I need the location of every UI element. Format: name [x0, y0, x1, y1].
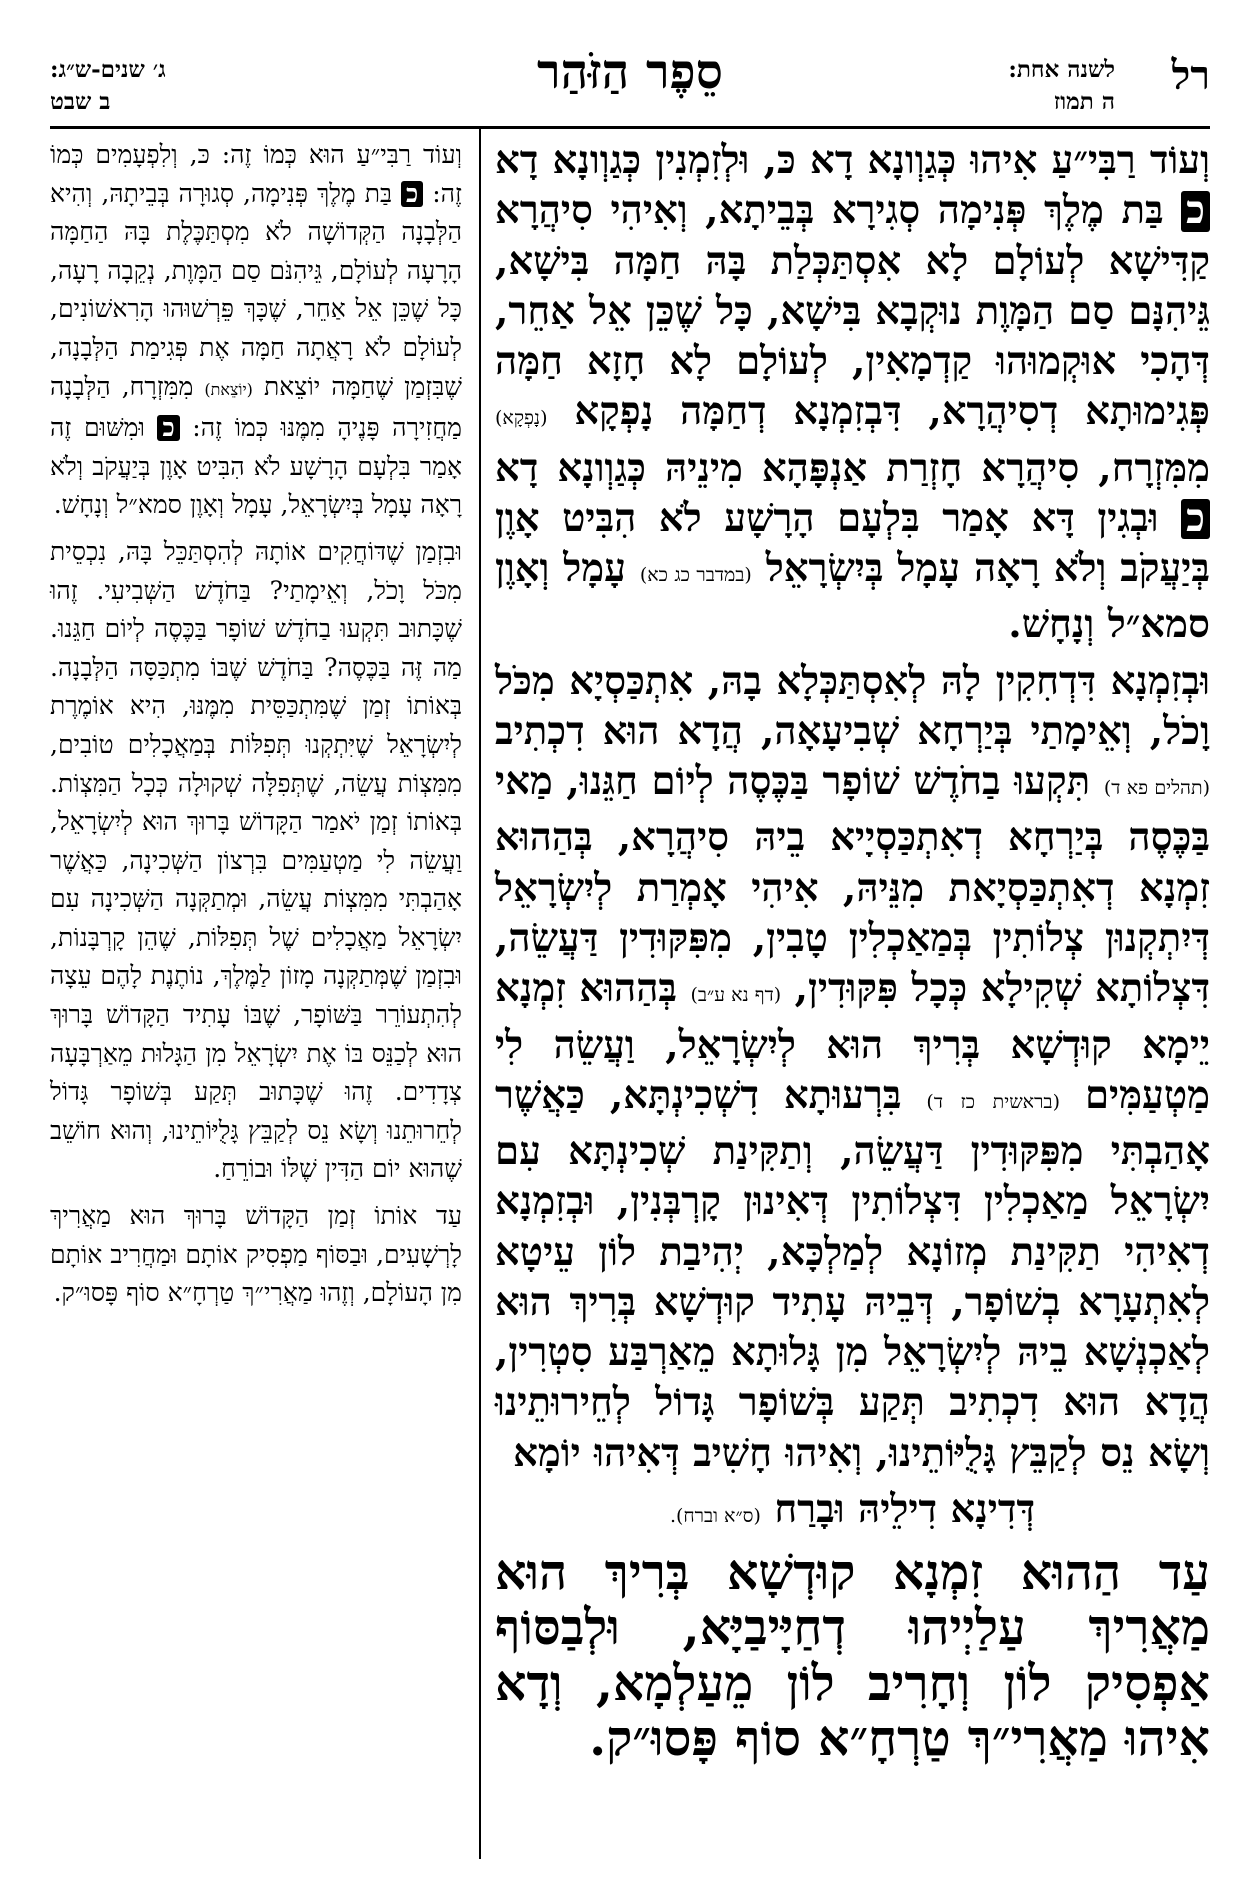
commentary-paragraph-3	[50, 1197, 462, 1313]
main-p1-c: מִמִּזְרָח, סִיהֲרָא חָזְרַת אַנְפָּהָא מִינֵיהּ כְּגַוְונָא דָא	[495, 445, 1210, 491]
main-paragraph-1	[495, 136, 1210, 651]
header-left-line2: ב שבט	[50, 88, 111, 115]
main-p2-b: תִּקְעוּ בַחֹדֶשׁ שׁוֹפָר בַּכֶּסֶה לְיוֹם חַגֵּנוּ, מַאי בַּכֶּסֶה בְּיַרְחָא דְאִתְכַּסְיָיא בֵיהּ סִיהֲרָא, בְּהַהוּא זִמְנָא דְאִתְכַּסְיָאת מִנֵּיהּ, אִיהִי אָמְרַת לְיִשְׂרָאֵל דְּיִתְקְנוּן צְלוֹתִין בְּמַאַכְלִין טָבִין, מִפִּקּוּדִין דַּעֲשֵׂה, דִּצְלוֹתָא שְׁקִילָא כְּכָל פִּקּוּדִין,	[495, 759, 1211, 1012]
page-number: רל	[1171, 52, 1210, 99]
main-p2-ref2: (דף נא ע״ב)	[690, 984, 782, 1007]
main-p2-ref3: (בראשית כז ד)	[926, 1090, 1060, 1113]
comm-p1-b: בַּת מֶלֶךְ פְּנִימָה, סְגוּרָה בְּבֵיתָהּ, וְהִיא הַלְּבָנָה הַקְּדוֹשָׁה לֹא מִסְתַּכֶּלֶת בָּהּ הַחַמָּה הָרָעָה לְעוֹלָם, גֵּיהִנֹּם סַם הַמָּוֶת, נְקֵבָה רָעָה, כָּל שֶׁכֵּן אֵל אַחֵר, שֶׁכָּךְ פֵּרְשׁוּהוּ הָרִאשׁוֹנִים, לְעוֹלָם לֹא רָאֲתָה חַמָּה אֶת פְּגִימַת הַלְּבָנָה, שֶׁבִּזְמַן שֶׁחַמָּה יוֹצֵאת	[50, 178, 462, 401]
header-date-left	[50, 54, 166, 118]
main-p1-ref1: (נָפְקָא)	[495, 407, 548, 430]
comm-p1-c: מִמִּזְרָח, הַלְּבָנָה מַחֲזִירָה פָּנֶיהָ מִמֶּנּוּ כְּמוֹ זֶה:	[50, 371, 462, 443]
comm-p1-a: וְעוֹד רַבִּי״עַ הוּא כְּמוֹ זֶה: כּ, וְלִפְעָמִים כְּמוֹ זֶה:	[50, 140, 462, 208]
letter-kaf-mark: כ	[1181, 191, 1210, 232]
comm-p1-ref1: (יוֹצֵאת)	[204, 379, 253, 399]
main-p2-c: בְּהַהוּא זִמְנָא יֵימָא קוּדְשָׁא בְּרִיךְ הוּא לְיִשְׂרָאֵל, וַעֲשֵׂה לִי מַטְעַמִּים	[495, 966, 1210, 1118]
page-title: סֵפֶר הַזֹּהַר	[537, 44, 723, 100]
commentary-paragraph-1	[50, 136, 462, 525]
main-p3-a: דְּדִינָא דִילֵיהּ וּבָרַח	[774, 1486, 1036, 1532]
comm-p2-a: וּבִזְמַן שֶׁדּוֹחֲקִים אוֹתָהּ לְהִסְתַּכֵּל בָּהּ, נִכְסֵית מִכֹּל וָכֹל, וְאֵימָתַי? בַּחֹדֶשׁ הַשְּׁבִיעִי. זֶהוּ שֶׁכָּתוּב תִּקְעוּ בַחֹדֶשׁ שׁוֹפָר בַּכֶּסֶה לְיוֹם חַגֵּנוּ. מַה זֶּה בַּכֶּסֶה? בַּחֹדֶשׁ שֶׁבּוֹ מִתְכַּסָּה הַלְּבָנָה. בְּאוֹתוֹ זְמַן שֶׁמִּתְכַּסֵּית מִמֶּנּוּ, הִיא אוֹמֶרֶת לְיִשְׂרָאֵל שֶׁיִּתְקְנוּ תְּפִלּוֹת בְּמַאֲכָלִים טוֹבִים, מִמִּצְוֹת עֲשֵׂה, שֶׁתְּפִלָּה שְׁקוּלָה כְּכָל הַמִּצְוֹת. בְּאוֹתוֹ זְמַן יֹאמַר הַקָּדוֹשׁ בָּרוּךְ הוּא לְיִשְׂרָאֵל, וַעֲשֵׂה לִי מַטְעַמִּים בִּרְצוֹן הַשְּׁכִינָה, כַּאֲשֶׁר אָהַבְתִּי מִמִּצְוֹת עֲשֵׂה, וּמְתַקְּנָה הַשְּׁכִינָה עִם יִשְׂרָאֵל מַאֲכָלִים שֶׁל תְּפִלּוֹת, שֶׁהֵן קָרְבָּנוֹת, וּבִזְמַן שֶׁמְּתַקְּנָה מָזוֹן לַמֶּלֶךְ, נוֹתֶנֶת לָהֶם עֵצָה לְהִתְעוֹרֵר בַּשּׁוֹפָר, שֶׁבּוֹ עָתִיד הַקָּדוֹשׁ בָּרוּךְ הוּא לְכַנֵּס בּוֹ אֶת יִשְׂרָאֵל מִן הַגָּלוּת מֵאַרְבָּעָה צְדָדִים. זֶהוּ שֶׁכָּתוּב תְּקַע בְּשׁוֹפָר גָּדוֹל לְחֵרוּתֵנוּ וְשָׂא נֵס לְקַבֵּץ גָּלֻיּוֹתֵינוּ, וְהוּא חוֹשֵׁב שֶׁהוּא יוֹם הַדִּין שֶׁלּוֹ וּבוֹרֵחַ.	[50, 536, 462, 1184]
main-text-column	[495, 136, 1210, 1768]
main-p1-b: בַּת מֶלֶךְ פְּנִימָה סְגִירָא בְּבֵיתָא, וְאִיהִי סִיהֲרָא קַדִּישָׁא לְעוֹלָם לָא אִסְתַּכְּלַת בָּהּ חַמָּה בִּישָׁא, גֵּיהִנָּם סַם הַמָּוֶת נוּקְבָא בִּישָׁא, כָּל שֶׁכֵּן אֵל אַחֵר, דְּהָכִי אוּקְמוּהוּ קַדְמָאִין, לְעוֹלָם לָא חָזָא חַמָּה פְּגִימוּתָא דְסִיהֲרָא, דִּבְזִמְנָא דְחַמָּה נָפְקָא	[495, 188, 1210, 435]
header-right-line1: לשנה אחת:	[1008, 56, 1115, 83]
comm-p1-d: וּמִשּׁוּם זֶה אָמַר בִּלְעָם הָרָשָׁע לֹא הִבִּיט אָוֶן בְּיַעֲקֹב וְלֹא רָאָה עָמָל בְּיִשְׂרָאֵל, עָמָל וְאָוֶן סמא״ל וְנָחָשׁ.	[50, 413, 462, 520]
main-paragraph-4	[495, 1543, 1210, 1768]
letter-kaf-mark: כ	[401, 181, 423, 207]
header-divider	[50, 126, 1210, 129]
letter-kaf-mark: כ	[1181, 499, 1210, 540]
header-right-line2: ה תמוז	[1053, 88, 1115, 115]
header-left-line1: ג׳ שנים-ש״ג:	[50, 56, 166, 83]
main-p1-e: עָמָל וְאָוֶן סמא״ל וְנָחָשׁ.	[495, 546, 1210, 648]
commentary-paragraph-2	[50, 533, 462, 1189]
main-paragraph-2	[495, 657, 1210, 1479]
main-p1-ref2: (במדבר כג כא)	[639, 564, 752, 587]
main-p1-a: וְעוֹד רַבִּי״עַ אִיהוּ כְּגַוְונָא דָא כּ, וּלְזִמְנִין כְּגַוְונָא דָא	[495, 138, 1210, 183]
page-header	[50, 40, 1210, 130]
main-p2-a: וּבְזִמְנָא דִּדְחִקִין לָהּ לְאִסְתַּכְּלָא בָהּ, אִתְכַּסְיָא מִכֹּל וָכֹל, וְאֵימָתַי בְּיַרְחָא שְׁבִיעָאָה, הֲדָא הוּא דִכְתִיב	[495, 658, 1210, 754]
main-paragraph-3	[495, 1485, 1210, 1541]
commentary-column	[50, 136, 462, 1313]
main-p1-d: וּבְגִין דָּא אָמַר בִּלְעָם הָרָשָׁע לֹא הִבִּיט אָוֶן בְּיַעֲקֹב וְלֹא רָאָה עָמָל בְּיִשְׂרָאֵל	[495, 495, 1211, 592]
main-p3-ref: (ס״א וברח).	[669, 1504, 761, 1527]
comm-p3-a: עַד אוֹתוֹ זְמַן הַקָּדוֹשׁ בָּרוּךְ הוּא מַאֲרִיךְ לָרְשָׁעִים, וּבַסּוֹף מַפְסִיק אוֹתָם וּמַחֲרִיב אוֹתָם מִן הָעוֹלָם, וְזֶהוּ מַאֲרִי״ךְ טַרְחָ״א סוֹף פָּסוּ״ק.	[50, 1201, 462, 1308]
letter-kaf-mark: כ	[157, 415, 179, 441]
main-p2-ref1: (תהלים פא ד)	[1103, 777, 1210, 800]
main-p4-a: עַד הַהוּא זִמְנָא קוּדְשָׁא בְּרִיךְ הוּא מַאֲרִיךְ עַלַיְיהוּ דְחַיָּיבַיָּא, וּלְבַסּוֹף אַפְסִיק לוֹן וְחָרִיב לוֹן מֵעַלְמָא, וְדָא אִיהוּ מַאֲרִי״ךְ טַרְחָ״א סוֹף פָּסוּ״ק.	[495, 1543, 1210, 1767]
main-p2-d: בִּרְעוּתָא דִשְׁכִינְתָּא, כַּאֲשֶׁר אָהַבְתִּי מִפִּקּוּדִין דַּעֲשֵׂה, וְתַקִּינַת שְׁכִינְתָּא עִם יִשְׂרָאֵל מַאַכְלִין דִּצְלוֹתִין דְּאִינוּן קָרְבְּנִין, וּבְזִמְנָא דְאִיהִי תַקִּינַת מְזוֹנָא לְמַלְכָּא, יְהִיבַת לוֹן עֵיטָא לְאִתְעָרָא בְשׁוֹפָר, דְּבֵיהּ עָתִיד קוּדְשָׁא בְּרִיךְ הוּא לְאַכְנְשָׁא בֵיהּ לְיִשְׂרָאֵל מִן גָּלוּתָא מֵאַרְבַּע סִטְרִין, הֲדָא הוּא דִכְתִיב תְּקַע בְּשׁוֹפָר גָּדוֹל לְחֵירוּתֵינוּ וְשָׂא נֵס לְקַבֵּץ גָּלֻיּוֹתֵינוּ, וְאִיהוּ חָשִׁיב דְּאִיהוּ יוֹמָא	[495, 1072, 1210, 1476]
column-divider	[479, 129, 481, 1859]
